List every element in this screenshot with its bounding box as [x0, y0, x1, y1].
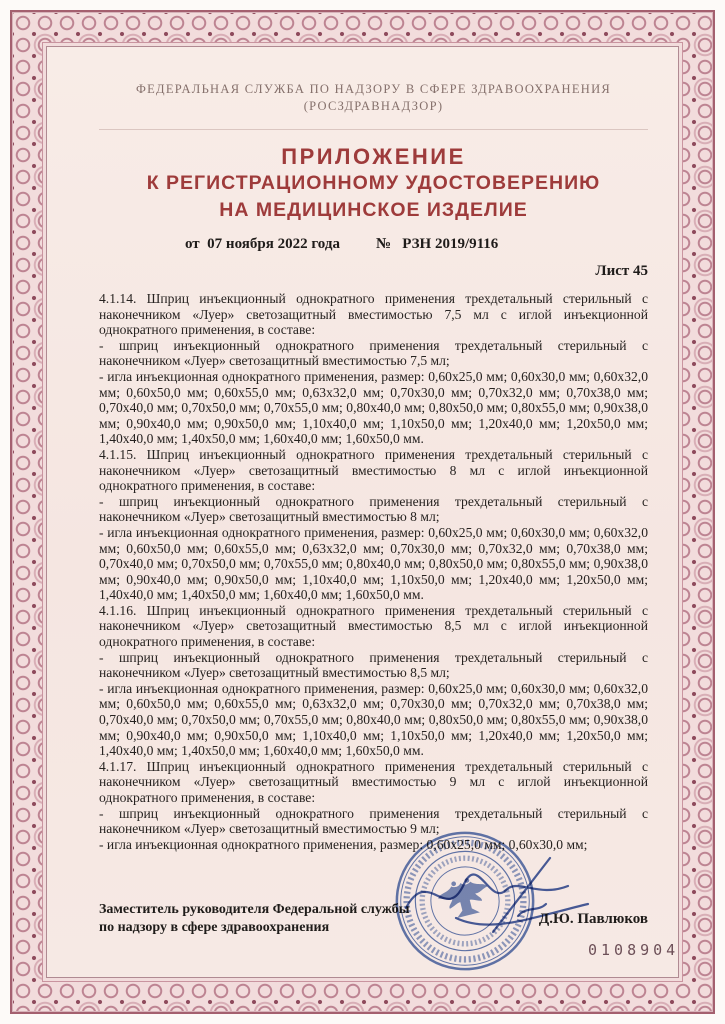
body-paragraph: - игла инъекционная однократного применения, размер: 0,60х25,0 мм; 0,60х30,0 мм; — [99, 836, 588, 852]
signer-name: Д.Ю. Павлюков — [538, 910, 648, 927]
body-paragraph: - игла инъекционная однократного применения, размер: 0,60х25,0 мм; 0,60х30,0 мм; 0,60х32,0 мм; 0,60х50,0 мм; 0,60х55,0 мм; 0,63х32,0 мм; 0,70х30,0 мм; 0,70х32,0 мм; 0,70х38,0 мм; 0,70х40,0 мм; 0,70х50,0 мм; 0,70х55,0 мм; 0,80х40,0 мм; 0,80х50,0 мм; 0,80х55,0 мм; 0,90х38,0 мм; 0,90х40,0 мм; 0,90х50,0 мм; 1,10х40,0 мм; 1,10х50,0 мм; 1,20х40,0 мм; 1,20х50,0 мм; 1,40х40,0 мм; 1,40х50,0 мм; 1,60х40,0 мм; 1,60х50,0 мм. — [99, 680, 648, 759]
sheet-number: Лист 45 — [595, 263, 648, 279]
title-line2: К РЕГИСТРАЦИОННОМУ УДОСТОВЕРЕНИЮ — [146, 172, 601, 194]
registration-meta — [99, 236, 648, 253]
document-body — [99, 291, 648, 897]
body-paragraph: 4.1.17. Шприц инъекционный однократного применения трехдетальный стерильный с наконечником «Луер» светозащитный вместимостью 9 мл с иглой инъекционной однократного применения, в составе: — [99, 758, 648, 805]
issue-date: от 07 ноября 2022 года — [185, 236, 340, 252]
document-title — [99, 143, 648, 224]
title-line3: НА МЕДИЦИНСКОЕ ИЗДЕЛИЕ — [219, 199, 528, 221]
issuing-authority — [99, 81, 648, 115]
body-paragraph: - шприц инъекционный однократного применения трехдетальный стерильный с наконечником «Луер» светозащитный вместимостью 8 мл; — [99, 493, 648, 525]
serial-number: 0108904 — [588, 941, 680, 959]
signature-block — [99, 901, 648, 936]
body-paragraph: - шприц инъекционный однократного применения трехдетальный стерильный с наконечником «Луер» светозащитный вместимостью 7,5 мл; — [99, 337, 648, 369]
title-line1: ПРИЛОЖЕНИЕ — [281, 144, 466, 169]
content-area — [46, 46, 679, 978]
body-paragraph: - игла инъекционная однократного применения, размер: 0,60х25,0 мм; 0,60х30,0 мм; 0,60х32,0 мм; 0,60х50,0 мм; 0,60х55,0 мм; 0,63х32,0 мм; 0,70х30,0 мм; 0,70х32,0 мм; 0,70х38,0 мм; 0,70х40,0 мм; 0,70х50,0 мм; 0,70х55,0 мм; 0,80х40,0 мм; 0,80х50,0 мм; 0,80х55,0 мм; 0,90х38,0 мм; 0,90х40,0 мм; 0,90х50,0 мм; 1,10х40,0 мм; 1,10х50,0 мм; 1,20х40,0 мм; 1,20х50,0 мм; 1,40х40,0 мм; 1,40х50,0 мм; 1,60х40,0 мм; 1,60х50,0 мм. — [99, 368, 648, 447]
body-paragraph: 4.1.15. Шприц инъекционный однократного применения трехдетальный стерильный с наконечником «Луер» светозащитный вместимостью 8 мл с иглой инъекционной однократного применения, в составе: — [99, 446, 648, 494]
body-paragraph: 4.1.16. Шприц инъекционный однократного применения трехдетальный стерильный с наконечником «Луер» светозащитный вместимостью 8,5 мл с иглой инъекционной однократного применения, в составе: — [99, 602, 648, 650]
signer-title-line1: Заместитель руководителя Федеральной службы — [99, 902, 410, 917]
signer-title-line2: по надзору в сфере здравоохранения — [99, 919, 330, 935]
body-paragraph: - игла инъекционная однократного применения, размер: 0,60х25,0 мм; 0,60х30,0 мм; 0,60х32,0 мм; 0,60х50,0 мм; 0,60х55,0 мм; 0,63х32,0 мм; 0,70х30,0 мм; 0,70х32,0 мм; 0,70х38,0 мм; 0,70х40,0 мм; 0,70х50,0 мм; 0,70х55,0 мм; 0,80х40,0 мм; 0,80х50,0 мм; 0,80х55,0 мм; 0,90х38,0 мм; 0,90х40,0 мм; 0,90х50,0 мм; 1,10х40,0 мм; 1,10х50,0 мм; 1,20х40,0 мм; 1,20х50,0 мм; 1,40х40,0 мм; 1,40х50,0 мм; 1,60х40,0 мм; 1,60х50,0 мм. — [99, 524, 648, 603]
registration-number: № РЗН 2019/9116 — [375, 236, 499, 252]
issuing-authority-line1: ФЕДЕРАЛЬНАЯ СЛУЖБА ПО НАДЗОРУ В СФЕРЕ ЗДРАВООХРАНЕНИЯ — [135, 82, 612, 96]
signer-title — [99, 901, 410, 936]
body-paragraph: - шприц инъекционный однократного применения трехдетальный стерильный с наконечником «Луер» светозащитный вместимостью 8,5 мл; — [99, 649, 648, 681]
header-divider — [99, 129, 648, 130]
body-paragraph: 4.1.14. Шприц инъекционный однократного применения трехдетальный стерильный с наконечником «Луер» светозащитный вместимостью 7,5 мл с иглой инъекционной однократного применения, в составе: — [99, 291, 648, 338]
issuing-authority-line2: (РОСЗДРАВНАДЗОР) — [303, 99, 444, 113]
body-paragraph: - шприц инъекционный однократного применения трехдетальный стерильный с наконечником «Луер» светозащитный вместимостью 9 мл; — [99, 805, 648, 837]
